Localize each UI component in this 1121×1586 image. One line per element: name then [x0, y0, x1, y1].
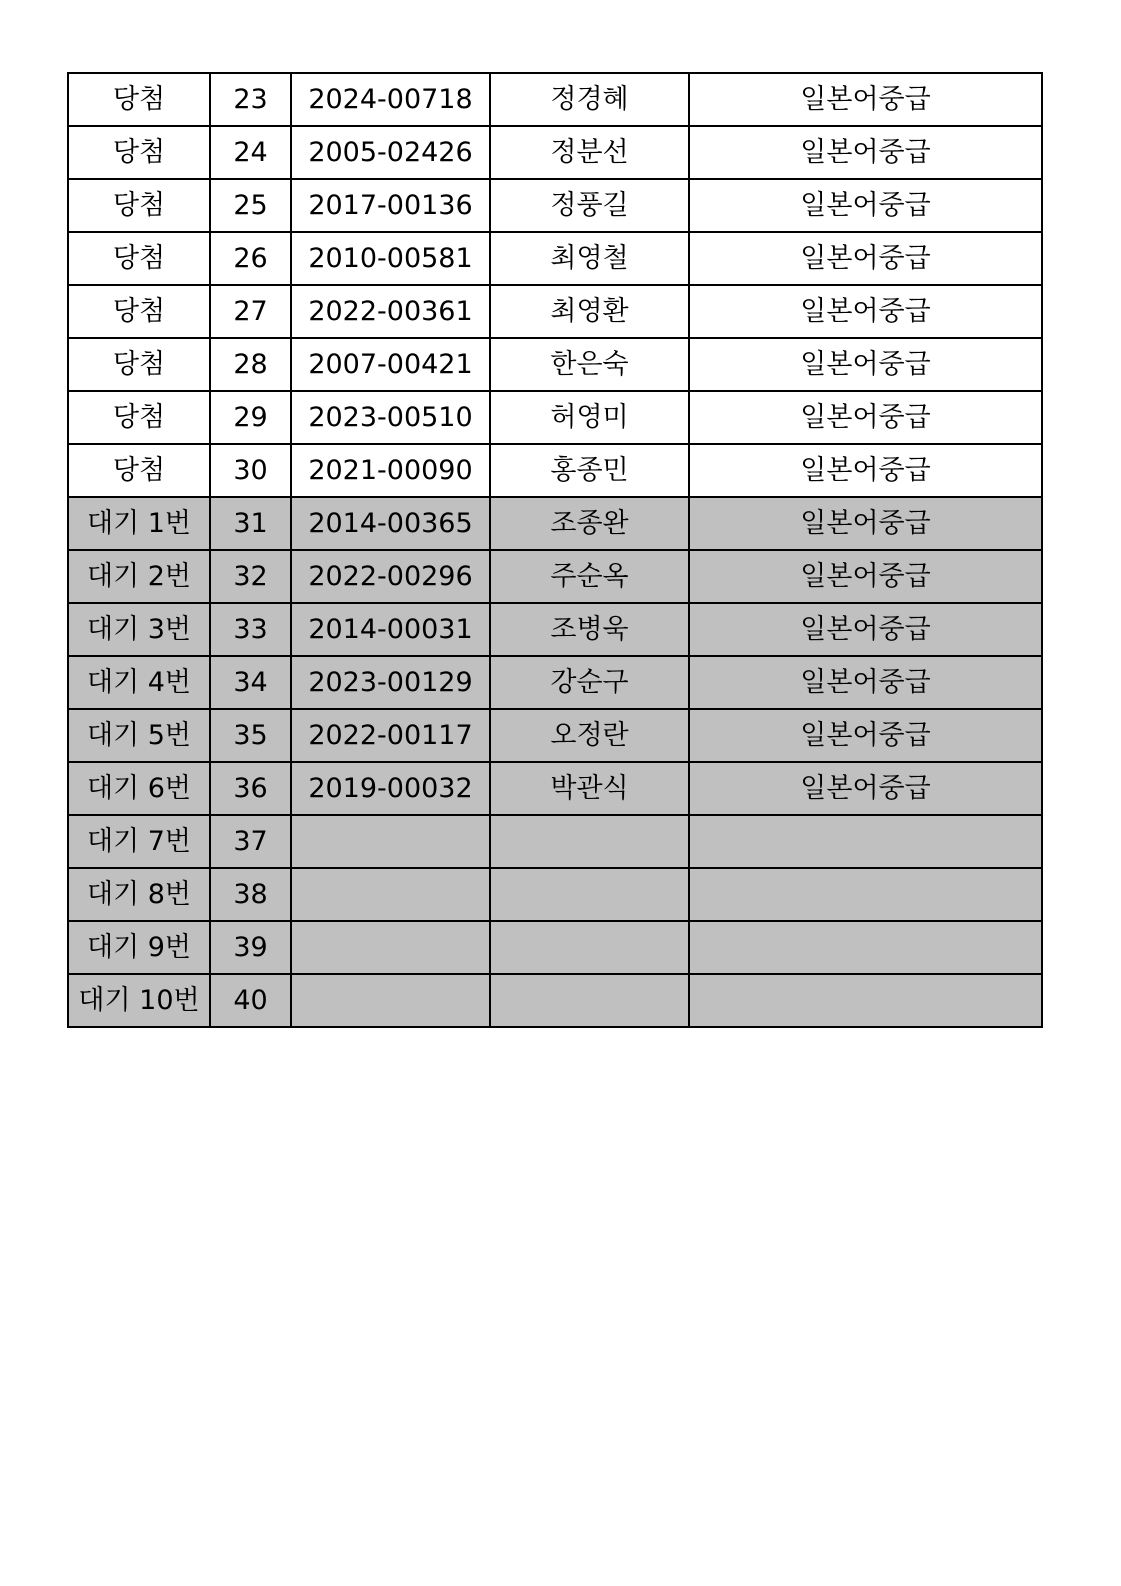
number-cell: 38 [210, 868, 291, 921]
table-row [68, 179, 1042, 232]
table-row [68, 73, 1042, 126]
number-cell: 37 [210, 815, 291, 868]
course-cell: 일본어중급 [689, 232, 1042, 285]
applicant-name-cell [490, 974, 689, 1027]
number-cell: 31 [210, 497, 291, 550]
course-cell [689, 921, 1042, 974]
applicant-name-cell [490, 868, 689, 921]
table-row [68, 815, 1042, 868]
registration-number-cell [291, 815, 490, 868]
number-cell: 29 [210, 391, 291, 444]
status-cell: 당첨 [68, 73, 210, 126]
status-cell: 대기 7번 [68, 815, 210, 868]
applicant-name-cell: 오정란 [490, 709, 689, 762]
applicant-name-cell: 조종완 [490, 497, 689, 550]
course-cell: 일본어중급 [689, 73, 1042, 126]
number-cell: 24 [210, 126, 291, 179]
course-cell: 일본어중급 [689, 338, 1042, 391]
applicant-name-cell: 정풍길 [490, 179, 689, 232]
status-cell: 대기 1번 [68, 497, 210, 550]
registration-number-cell: 2023-00510 [291, 391, 490, 444]
number-cell: 34 [210, 656, 291, 709]
registration-number-cell: 2023-00129 [291, 656, 490, 709]
status-cell: 대기 6번 [68, 762, 210, 815]
number-cell: 28 [210, 338, 291, 391]
registration-number-cell: 2024-00718 [291, 73, 490, 126]
registration-number-cell: 2017-00136 [291, 179, 490, 232]
course-cell: 일본어중급 [689, 126, 1042, 179]
course-cell: 일본어중급 [689, 444, 1042, 497]
applicant-name-cell: 홍종민 [490, 444, 689, 497]
status-cell: 당첨 [68, 285, 210, 338]
table-row [68, 232, 1042, 285]
table-row [68, 126, 1042, 179]
course-cell: 일본어중급 [689, 285, 1042, 338]
applicant-name-cell: 한은숙 [490, 338, 689, 391]
number-cell: 36 [210, 762, 291, 815]
number-cell: 30 [210, 444, 291, 497]
status-cell: 당첨 [68, 179, 210, 232]
status-cell: 대기 4번 [68, 656, 210, 709]
table-row [68, 391, 1042, 444]
registration-number-cell [291, 868, 490, 921]
table-row [68, 921, 1042, 974]
applicant-name-cell: 조병욱 [490, 603, 689, 656]
applicant-name-cell: 정분선 [490, 126, 689, 179]
registration-number-cell: 2005-02426 [291, 126, 490, 179]
number-cell: 33 [210, 603, 291, 656]
applicant-name-cell: 강순구 [490, 656, 689, 709]
registration-number-cell [291, 974, 490, 1027]
table-row [68, 285, 1042, 338]
course-cell: 일본어중급 [689, 709, 1042, 762]
number-cell: 25 [210, 179, 291, 232]
registration-number-cell: 2014-00031 [291, 603, 490, 656]
applicant-name-cell [490, 921, 689, 974]
table-row [68, 497, 1042, 550]
registration-number-cell [291, 921, 490, 974]
status-cell: 당첨 [68, 444, 210, 497]
table-row [68, 656, 1042, 709]
registration-number-cell: 2019-00032 [291, 762, 490, 815]
course-cell [689, 868, 1042, 921]
status-cell: 대기 5번 [68, 709, 210, 762]
applicant-name-cell: 박관식 [490, 762, 689, 815]
number-cell: 23 [210, 73, 291, 126]
applicant-name-cell: 정경혜 [490, 73, 689, 126]
status-cell: 당첨 [68, 338, 210, 391]
status-cell: 대기 9번 [68, 921, 210, 974]
registration-number-cell: 2010-00581 [291, 232, 490, 285]
registration-number-cell: 2007-00421 [291, 338, 490, 391]
status-cell: 대기 8번 [68, 868, 210, 921]
applicant-name-cell: 최영철 [490, 232, 689, 285]
number-cell: 39 [210, 921, 291, 974]
table-row [68, 603, 1042, 656]
status-cell: 대기 3번 [68, 603, 210, 656]
applicant-name-cell [490, 815, 689, 868]
course-cell: 일본어중급 [689, 762, 1042, 815]
course-cell: 일본어중급 [689, 550, 1042, 603]
course-cell [689, 974, 1042, 1027]
applicant-name-cell: 허영미 [490, 391, 689, 444]
lottery-result-table [67, 72, 1043, 1028]
course-cell: 일본어중급 [689, 391, 1042, 444]
number-cell: 32 [210, 550, 291, 603]
registration-number-cell: 2014-00365 [291, 497, 490, 550]
registration-number-cell: 2022-00117 [291, 709, 490, 762]
course-cell: 일본어중급 [689, 179, 1042, 232]
table-row [68, 974, 1042, 1027]
lottery-result-body [68, 73, 1042, 1027]
registration-number-cell: 2022-00361 [291, 285, 490, 338]
status-cell: 당첨 [68, 391, 210, 444]
applicant-name-cell: 최영환 [490, 285, 689, 338]
course-cell: 일본어중급 [689, 497, 1042, 550]
table-row [68, 709, 1042, 762]
registration-number-cell: 2021-00090 [291, 444, 490, 497]
course-cell [689, 815, 1042, 868]
number-cell: 35 [210, 709, 291, 762]
number-cell: 27 [210, 285, 291, 338]
status-cell: 대기 2번 [68, 550, 210, 603]
course-cell: 일본어중급 [689, 656, 1042, 709]
number-cell: 40 [210, 974, 291, 1027]
status-cell: 당첨 [68, 232, 210, 285]
status-cell: 당첨 [68, 126, 210, 179]
course-cell: 일본어중급 [689, 603, 1042, 656]
registration-number-cell: 2022-00296 [291, 550, 490, 603]
table-row [68, 444, 1042, 497]
applicant-name-cell: 주순옥 [490, 550, 689, 603]
table-row [68, 550, 1042, 603]
table-row [68, 338, 1042, 391]
number-cell: 26 [210, 232, 291, 285]
status-cell: 대기 10번 [68, 974, 210, 1027]
table-row [68, 762, 1042, 815]
table-row [68, 868, 1042, 921]
